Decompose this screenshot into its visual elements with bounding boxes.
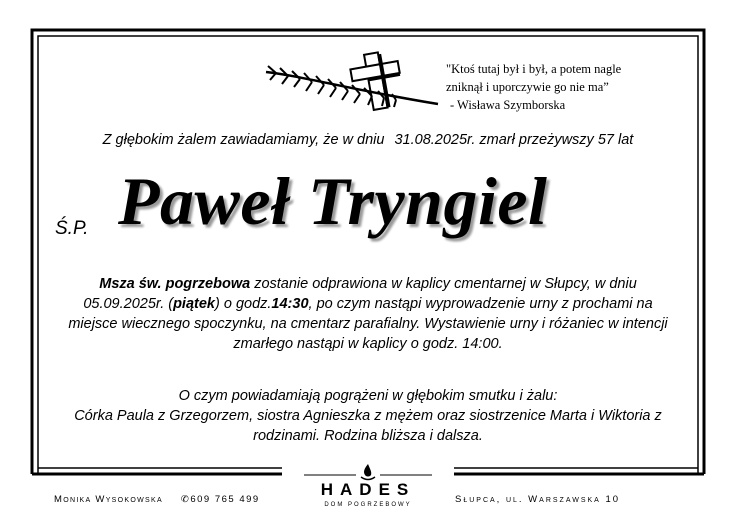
footer-phone: ✆609 765 499 xyxy=(180,494,260,505)
deceased-name-row xyxy=(0,162,736,252)
logo-subtitle: DOM POGRZEBOWY xyxy=(324,502,412,508)
quote-line-1: "Ktoś tutaj był i był, a potem nagle xyxy=(446,62,622,76)
mass-time: 14:30 xyxy=(271,296,309,312)
mass-text-3: , po czym nastąpi wyprowadzenie urny z prochami na miejsce wiecznego spoczynku, na cmentarz parafialny. Wystawienie urny i różaniec w intencji zmarłego nastąpi w kaplicy o godz. 14:00. xyxy=(68,296,668,352)
deceased-name: Paweł Tryngiel xyxy=(118,163,548,239)
quote-line-2: zniknął i uporczywie go nie ma” xyxy=(446,80,609,94)
closing-line-1: O czym powiadamiają pogrążeni w głębokim smutku i żalu: xyxy=(178,388,558,404)
mass-details xyxy=(64,274,672,354)
hades-logo xyxy=(300,462,436,520)
deceased-prefix: Ś.P. xyxy=(55,218,89,239)
announcement-intro xyxy=(0,132,736,148)
mass-weekday: piątek xyxy=(173,296,215,312)
closing-block xyxy=(64,386,672,446)
footer-person: Monika Wysokowska xyxy=(54,494,163,505)
quote-author: - Wisława Szymborska xyxy=(450,98,566,112)
cross-with-palm-icon xyxy=(262,46,442,112)
closing-line-2: Córka Paula z Grzegorzem, siostra Agnieszka z mężem oraz siostrzenice Marta i Wiktoria z rodzinami. Rodzina bliższa i dalsza. xyxy=(74,408,662,444)
mass-label: Msza św. pogrzebowa xyxy=(99,276,251,292)
footer-contact xyxy=(54,494,260,505)
intro-text: Z głębokim żalem zawiadamiamy, że w dniu xyxy=(102,132,385,148)
mass-text-1: zostanie odprawiona w kaplicy cmentarnej w Słupcy, w dniu 05.09.2025r. ( xyxy=(83,276,637,312)
quote-block xyxy=(446,60,706,114)
mass-text-2: ) o godz. xyxy=(215,296,272,312)
footer-address: Słupca, ul. Warszawska 10 xyxy=(455,494,621,505)
logo-name: HADES xyxy=(320,480,416,499)
intro-date: 31.08.2025r. zmarł przeżywszy 57 lat xyxy=(394,132,634,148)
